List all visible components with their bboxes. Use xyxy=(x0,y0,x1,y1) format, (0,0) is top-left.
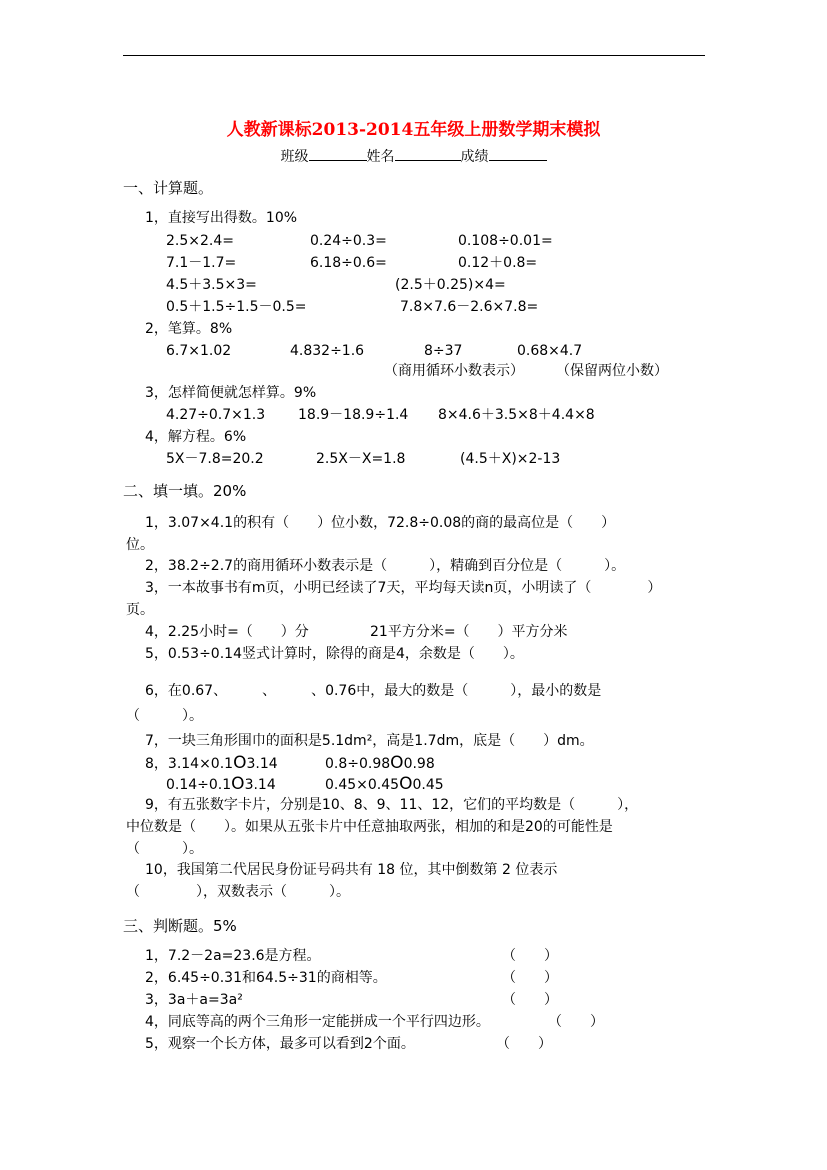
calc-item: 2.5×2.4= xyxy=(166,233,234,249)
compare-row xyxy=(325,775,444,794)
calc-item: 0.24÷0.3= xyxy=(310,233,387,249)
header-rule xyxy=(123,55,705,56)
answer-bracket[interactable]: （ ） xyxy=(496,1036,552,1052)
judge-item: 5，观察一个长方体，最多可以看到2个面。 xyxy=(145,1036,415,1052)
compare-circle[interactable]: O xyxy=(231,774,245,794)
judge-item: 3，3a＋a=3a² xyxy=(145,992,243,1008)
calc-item: 0.5＋1.5÷1.5－0.5= xyxy=(166,299,307,315)
judge-item: 4，同底等高的两个三角形一定能拼成一个平行四边形。 xyxy=(145,1014,490,1030)
q1-label: 1，直接写出得数。10% xyxy=(145,210,298,226)
q3-label: 3，怎样简便就怎样算。9% xyxy=(145,385,317,401)
note-text: （商用循环小数表示） xyxy=(384,363,524,379)
fill-question: （ ）。 xyxy=(126,841,203,857)
calc-item: (2.5＋0.25)×4= xyxy=(395,277,506,293)
fill-question: 3，一本故事书有m页，小明已经读了7天，平均每天读n页，小明读了（ ） xyxy=(145,580,662,596)
page-title: 人教新课标2013-2014五年级上册数学期末模拟 xyxy=(226,120,601,140)
fill-question: （ ），双数表示（ ）。 xyxy=(126,884,350,900)
answer-bracket[interactable]: （ ） xyxy=(548,1014,604,1030)
section-1-heading: 一、计算题。 xyxy=(123,179,214,197)
name-label: 姓名 xyxy=(366,149,395,165)
answer-bracket[interactable]: （ ） xyxy=(502,992,558,1008)
fill-question: 21平方分米=（ ）平方分米 xyxy=(370,624,568,640)
calc-item: 5X－7.8=20.2 xyxy=(166,451,264,467)
compare-right: 0.45 xyxy=(412,777,444,793)
answer-bracket[interactable]: （ ） xyxy=(502,948,558,964)
score-blank[interactable] xyxy=(489,146,547,161)
calc-item: 6.18÷0.6= xyxy=(310,255,387,271)
calc-item: 6.7×1.02 xyxy=(166,343,232,359)
calc-item: 0.68×4.7 xyxy=(517,343,583,359)
section-2-heading: 二、填一填。20% xyxy=(123,482,247,500)
calc-item: 7.8×7.6－2.6×7.8= xyxy=(400,299,539,315)
class-blank[interactable] xyxy=(309,146,367,161)
calc-item: 4.27÷0.7×1.3 xyxy=(166,407,266,423)
calc-item: 18.9－18.9÷1.4 xyxy=(298,407,409,423)
compare-left: 8，3.14×0.1 xyxy=(145,756,234,772)
fill-question: 10，我国第二代居民身份证号码共有 18 位，其中倒数第 2 位表示 xyxy=(145,862,558,878)
fill-question: 4，2.25小时=（ ）分 xyxy=(145,624,309,640)
name-blank[interactable] xyxy=(395,146,461,161)
compare-left: 0.8÷0.98 xyxy=(325,756,391,772)
calc-item: 4.5＋3.5×3= xyxy=(166,277,257,293)
section-3-heading: 三、判断题。5% xyxy=(123,917,237,935)
calc-item: 2.5X－X=1.8 xyxy=(316,451,406,467)
compare-circle[interactable]: O xyxy=(390,753,404,773)
fill-question: 6，在0.67、 、 、0.76中，最大的数是（ ），最小的数是 xyxy=(145,683,602,699)
q4-label: 4，解方程。6% xyxy=(145,429,247,445)
fill-question: 中位数是（ ）。如果从五张卡片中任意抽取两张，相加的和是20的可能性是 xyxy=(126,819,613,835)
calc-item: 0.108÷0.01= xyxy=(458,233,553,249)
judge-item: 2，6.45÷0.31和64.5÷31的商相等。 xyxy=(145,970,387,986)
calc-item: 8×4.6＋3.5×8＋4.4×8 xyxy=(438,407,595,423)
compare-right: 0.98 xyxy=(403,756,435,772)
calc-item: 7.1－1.7= xyxy=(166,255,237,271)
note-text: （保留两位小数） xyxy=(556,363,668,379)
calc-item: 4.832÷1.6 xyxy=(290,343,365,359)
compare-right: 3.14 xyxy=(246,756,278,772)
fill-question: 2，38.2÷2.7的商用循环小数表示是（ ），精确到百分位是（ ）。 xyxy=(145,558,626,574)
q2-label: 2，笔算。8% xyxy=(145,321,233,337)
compare-row xyxy=(325,754,435,773)
calc-item: (4.5＋X)×2-13 xyxy=(460,451,561,467)
compare-row xyxy=(145,754,278,773)
fill-question: 页。 xyxy=(126,602,154,618)
fill-question: （ ）。 xyxy=(126,708,203,724)
class-label: 班级 xyxy=(280,149,309,165)
student-info-line xyxy=(0,146,827,166)
answer-bracket[interactable]: （ ） xyxy=(502,970,558,986)
compare-left: 0.45×0.45 xyxy=(325,777,400,793)
fill-question: 5，0.53÷0.14竖式计算时，除得的商是4，余数是（ ）。 xyxy=(145,646,524,662)
fill-question: 7，一块三角形围巾的面积是5.1dm²，高是1.7dm，底是（ ）dm。 xyxy=(145,733,594,749)
compare-circle[interactable]: O xyxy=(233,753,247,773)
judge-item: 1，7.2－2a=23.6是方程。 xyxy=(145,948,321,964)
calc-item: 0.12＋0.8= xyxy=(458,255,538,271)
fill-question: 位。 xyxy=(126,537,154,553)
compare-circle[interactable]: O xyxy=(399,774,413,794)
compare-left: 0.14÷0.1 xyxy=(166,777,232,793)
fill-question: 1，3.07×4.1的积有（ ）位小数，72.8÷0.08的商的最高位是（ ） xyxy=(145,515,616,531)
fill-question: 9，有五张数字卡片，分别是10、8、9、11、12，它们的平均数是（ ）， xyxy=(145,797,639,813)
score-label: 成绩 xyxy=(460,149,489,165)
compare-right: 3.14 xyxy=(244,777,276,793)
compare-row xyxy=(166,775,276,794)
calc-item: 8÷37 xyxy=(424,343,463,359)
